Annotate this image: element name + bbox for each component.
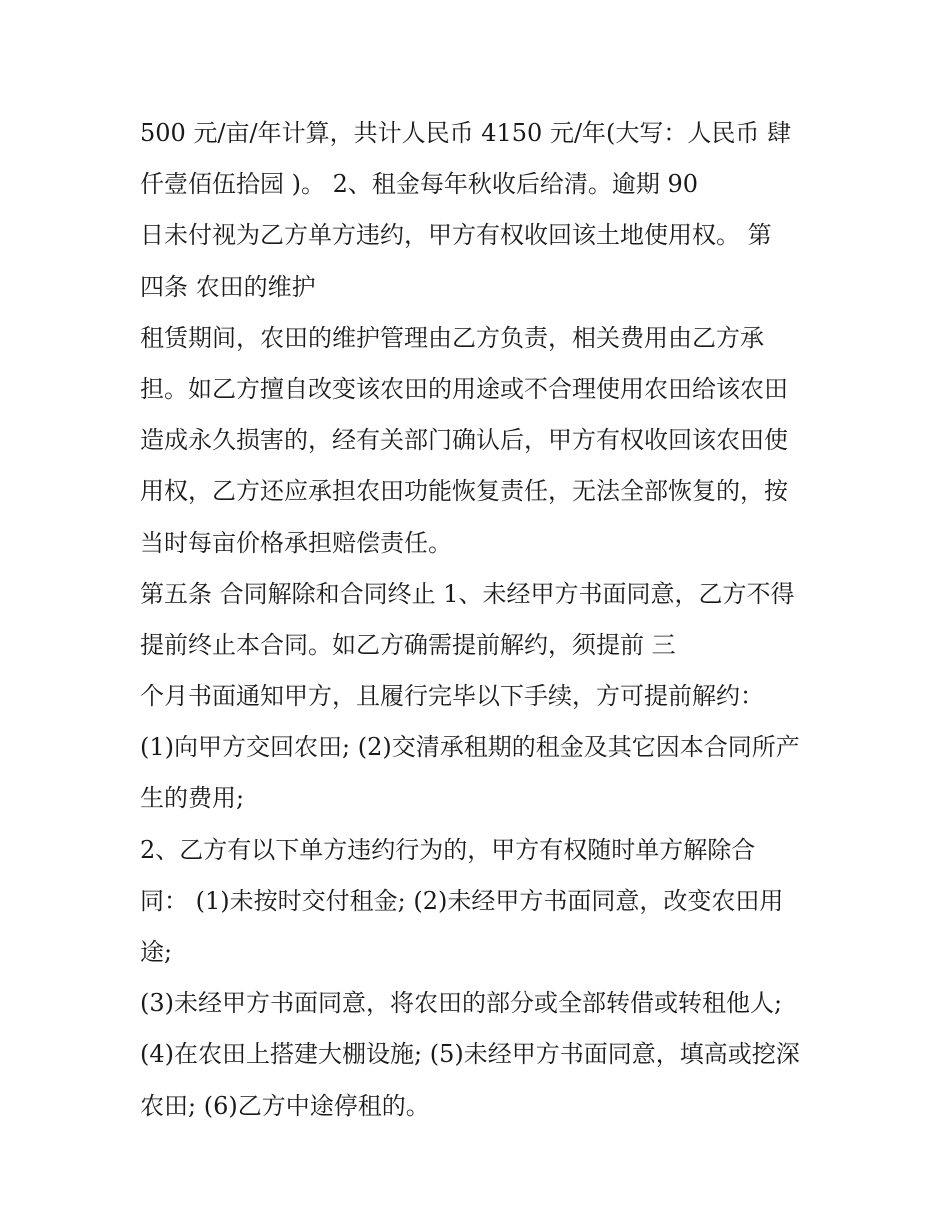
text-line: 个月书面通知甲方，且履行完毕以下手续，方可提前解约： xyxy=(140,682,764,711)
text-line: 租赁期间，农田的维护管理由乙方负责，相关费用由乙方承 xyxy=(140,323,764,352)
text-line: 用权，乙方还应承担农田功能恢复责任，无法全部恢复的，按 xyxy=(140,477,788,506)
text-line: 生的费用; xyxy=(140,784,245,813)
text-line: 同： (1)未按时交付租金; (2)未经甲方书面同意，改变农田用 xyxy=(140,886,784,915)
text-line: 农田; (6)乙方中途停租的。 xyxy=(140,1091,430,1120)
text-line: 提前终止本合同。如乙方确需提前解约，须提前 三 xyxy=(140,630,676,659)
text-line: 500 元/亩/年计算，共计人民币 4150 元/年(大写：人民币 肆 xyxy=(140,119,792,147)
text-line: 2、乙方有以下单方违约行为的，甲方有权随时单方解除合 xyxy=(140,835,756,864)
text-line: 造成永久损害的，经有关部门确认后，甲方有权收回该农田使 xyxy=(140,426,788,455)
text-line: 途; xyxy=(140,938,173,966)
section-heading-line: 第五条 合同解除和合同终止 1、未经甲方书面同意，乙方不得 xyxy=(140,579,795,608)
text-line: 日未付视为乙方单方违约，甲方有权收回该土地使用权。 第 xyxy=(140,221,772,250)
text-line: (1)向甲方交回农田; (2)交清承租期的租金及其它因本合同所产 xyxy=(140,733,800,762)
text-line: (4)在农田上搭建大棚设施; (5)未经甲方书面同意，填高或挖深 xyxy=(140,1040,800,1069)
text-line: 仟壹佰伍拾园 )。 2、租金每年秋收后给清。逾期 90 xyxy=(140,170,699,199)
text-line: 担。如乙方擅自改变该农田的用途或不合理使用农田给该农田 xyxy=(140,374,788,403)
text-line: (3)未经甲方书面同意，将农田的部分或全部转借或转租他人; xyxy=(140,989,783,1018)
text-line: 当时每亩价格承担赔偿责任。 xyxy=(140,528,452,557)
section-heading-line: 四条 农田的维护 xyxy=(140,272,316,301)
contract-text-body xyxy=(140,108,830,1132)
